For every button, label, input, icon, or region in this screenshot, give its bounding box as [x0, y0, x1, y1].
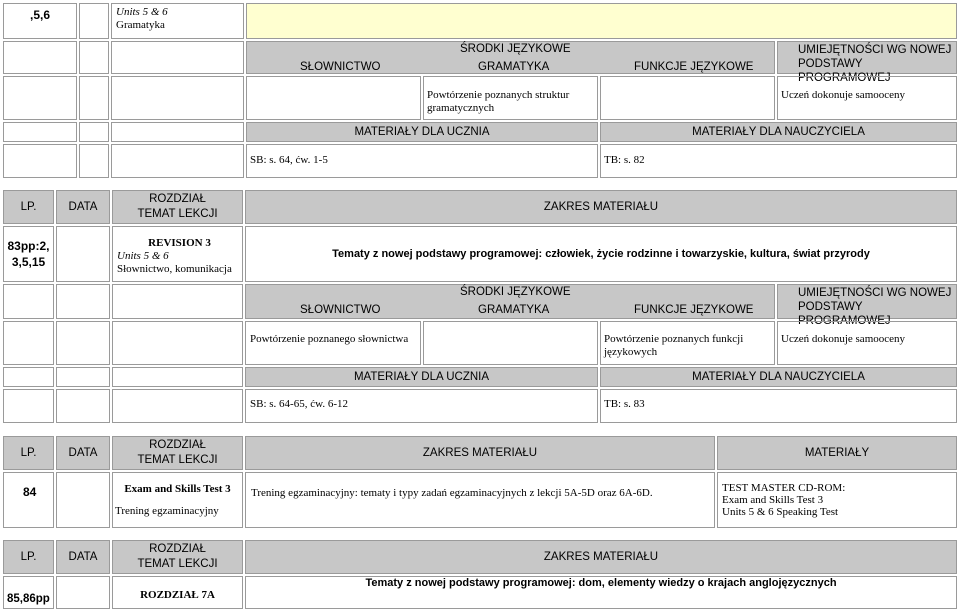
s3-topic-cell	[112, 576, 243, 609]
s3-header-zakres: ZAKRES MATERIAŁU	[245, 540, 957, 574]
s0-funkcje-label: FUNKCJE JĘZYKOWE	[634, 61, 754, 73]
s0-sb-cell	[246, 144, 598, 178]
s1-row6-b	[56, 389, 110, 423]
s3-zakres: Tematy z nowej podstawy programowej: dom, elementy wiedzy o krajach anglojęzycznych	[365, 577, 837, 589]
s1-zakres: Tematy z nowej podstawy programowej: człowiek, życie rodzinne i towarzyskie, kultura, świat przyrody	[332, 248, 870, 260]
s2-header-temat-label: TEMAT LEKCJI	[137, 454, 218, 466]
s2-mat-line3: Units 5 & 6 Speaking Test	[722, 506, 839, 518]
s1-row5-a	[3, 367, 54, 387]
s1-header-rozdzial	[112, 190, 243, 224]
s0-row4-a	[3, 122, 77, 142]
s2-header-materialy: MATERIAŁY	[717, 436, 957, 470]
s3-title: ROZDZIAŁ 7A	[140, 589, 215, 601]
s0-row5-a	[3, 144, 77, 178]
s0-zakres-cell	[246, 3, 957, 39]
s1-lp-line2: 3,5,15	[11, 255, 46, 269]
s0-funkcje-value-cell	[600, 76, 775, 120]
s3-zakres-cell	[245, 576, 957, 609]
s2-mat-line2: Exam and Skills Test 3	[722, 494, 824, 506]
s2-date-cell	[56, 472, 110, 528]
s1-date-cell	[56, 226, 110, 282]
s2-lp-cell	[3, 472, 54, 528]
s1-umiejetnosci-value-cell	[777, 321, 957, 365]
s0-sb: SB: s. 64, ćw. 1-5	[250, 154, 328, 166]
s3-header-rozdzial	[112, 540, 243, 574]
s0-topic: Gramatyka	[116, 19, 165, 31]
s2-header-zakres: ZAKRES MATERIAŁU	[245, 436, 715, 470]
s1-units: Units 5 & 6	[117, 250, 169, 262]
s0-lp-cell	[3, 3, 77, 39]
s0-empty-b	[79, 41, 109, 74]
s0-slownictwo-label: SŁOWNICTWO	[300, 61, 381, 73]
s3-header-lp: LP.	[3, 540, 54, 574]
s0-tb-cell	[600, 144, 957, 178]
s1-lp-line1: 83pp:2,	[7, 239, 50, 253]
s0-date-cell	[79, 3, 109, 39]
s1-row5-c	[112, 367, 243, 387]
s2-header-data: DATA	[56, 436, 110, 470]
s2-zakres: Trening egzaminacyjny: tematy i typy zadań egzaminacyjnych z lekcji 5A-5D oraz 6A-6D.	[251, 487, 653, 499]
s2-lp: 84	[23, 485, 37, 499]
s1-row5-b	[56, 367, 110, 387]
s1-topic: Słownictwo, komunikacja	[117, 263, 232, 275]
s1-umiejetnosci-label: UMIEJĘTNOŚCI WG NOWEJ PODSTAWY PROGRAMOWEJ	[798, 287, 952, 327]
s0-umiejetnosci-label: UMIEJĘTNOŚCI WG NOWEJ PODSTAWY PROGRAMOWEJ	[798, 44, 952, 84]
s1-mat-nauczyciela: MATERIAŁY DLA NAUCZYCIELA	[600, 367, 957, 387]
s0-gramatyka-value: Powtórzenie poznanych struktur gramatycznych	[427, 89, 570, 114]
s1-slownictwo-label: SŁOWNICTWO	[300, 304, 381, 316]
s0-gramatyka-value-cell	[423, 76, 598, 120]
s3-lp: 85,86pp	[7, 593, 50, 605]
s0-units: Units 5 & 6	[116, 6, 168, 18]
s1-mat-ucznia: MATERIAŁY DLA UCZNIA	[245, 367, 598, 387]
s0-empty-a	[3, 41, 77, 74]
s2-materialy-cell	[717, 472, 957, 528]
s0-lp: ,5,6	[30, 8, 51, 22]
s1-row4-b	[56, 321, 110, 365]
s1-lp-cell	[3, 226, 54, 282]
s1-sb-cell	[245, 389, 598, 423]
s1-row3-c	[112, 284, 243, 319]
s1-row3-a	[3, 284, 54, 319]
s2-header-rozdzial	[112, 436, 243, 470]
s3-lp-cell	[3, 576, 54, 609]
s1-header-temat-label: TEMAT LEKCJI	[137, 208, 218, 220]
s0-slownictwo-value-cell	[246, 76, 421, 120]
s1-gramatyka-label: GRAMATYKA	[478, 304, 550, 316]
s2-mat-line1: TEST MASTER CD-ROM:	[722, 482, 846, 494]
s0-row3-b	[79, 76, 109, 120]
s1-row3-b	[56, 284, 110, 319]
s1-funkcje-value-cell	[600, 321, 775, 365]
s1-tb: TB: s. 83	[604, 398, 645, 410]
s1-row6-a	[3, 389, 54, 423]
s3-header-data: DATA	[56, 540, 110, 574]
s2-zakres-cell	[245, 472, 715, 528]
s3-header-rozdzial-label: ROZDZIAŁ	[149, 543, 206, 555]
s0-srodki-label: ŚRODKI JĘZYKOWE	[460, 43, 571, 55]
s0-row4-c	[111, 122, 244, 142]
s1-title: REVISION 3	[148, 237, 211, 249]
s1-slownictwo-value: Powtórzenie poznanego słownictwa	[250, 333, 409, 345]
s1-srodki-label: ŚRODKI JĘZYKOWE	[460, 286, 571, 298]
s0-empty-c	[111, 41, 244, 74]
s1-row4-a	[3, 321, 54, 365]
s1-zakres-cell	[245, 226, 957, 282]
s0-umiejetnosci-value-cell	[777, 76, 957, 120]
s1-tb-cell	[600, 389, 957, 423]
s1-row4-c	[112, 321, 243, 365]
s3-date-cell	[56, 576, 110, 609]
s1-header-rozdzial-label: ROZDZIAŁ	[149, 193, 206, 205]
s1-row6-c	[112, 389, 243, 423]
s1-header-zakres: ZAKRES MATERIAŁU	[245, 190, 957, 224]
s0-row5-b	[79, 144, 109, 178]
s0-row5-c	[111, 144, 244, 178]
s1-funkcje-value: Powtórzenie poznanych funkcji językowych	[604, 333, 744, 358]
s2-topic: Trening egzaminacyjny	[115, 505, 219, 517]
s0-row3-a	[3, 76, 77, 120]
s0-topic-cell	[111, 3, 244, 39]
s0-mat-ucznia: MATERIAŁY DLA UCZNIA	[246, 122, 598, 142]
s1-gramatyka-value-cell	[423, 321, 598, 365]
s1-funkcje-label: FUNKCJE JĘZYKOWE	[634, 304, 754, 316]
s0-gramatyka-label: GRAMATYKA	[478, 61, 550, 73]
s3-header-temat-label: TEMAT LEKCJI	[137, 558, 218, 570]
s0-row3-c	[111, 76, 244, 120]
s1-header-lp: LP.	[3, 190, 54, 224]
s1-header-data: DATA	[56, 190, 110, 224]
s1-slownictwo-value-cell	[245, 321, 421, 365]
s0-row4-b	[79, 122, 109, 142]
s0-umiejetnosci-value: Uczeń dokonuje samooceny	[781, 89, 906, 101]
s2-title: Exam and Skills Test 3	[124, 483, 231, 495]
s1-sb: SB: s. 64-65, ćw. 6-12	[250, 398, 348, 410]
s1-topic-cell	[112, 226, 243, 282]
s2-topic-cell	[112, 472, 243, 528]
s2-header-lp: LP.	[3, 436, 54, 470]
s1-umiejetnosci-value: Uczeń dokonuje samooceny	[781, 333, 906, 345]
s0-tb: TB: s. 82	[604, 154, 645, 166]
s2-header-rozdzial-label: ROZDZIAŁ	[149, 439, 206, 451]
s0-mat-nauczyciela: MATERIAŁY DLA NAUCZYCIELA	[600, 122, 957, 142]
